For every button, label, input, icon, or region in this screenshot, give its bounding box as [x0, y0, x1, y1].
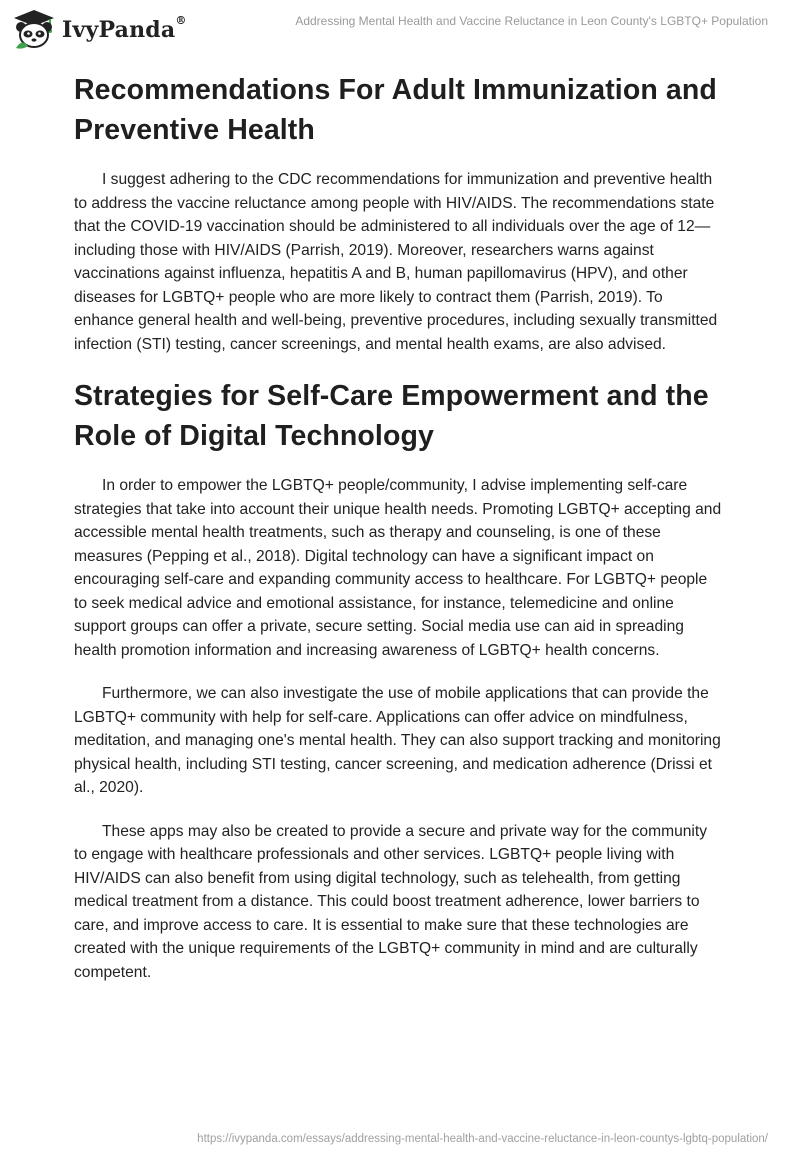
paragraph: I suggest adhering to the CDC recommendations for immunization and preventive health to address the vaccine reluctance among people with HIV/AIDS. The recommendations state that the COVID-19 vaccination should be administered to all individuals over the age of 12—including those with HIV/AIDS (Parrish, 2019). Moreover, researchers warns against vaccinations against influenza, hepatitis A and B, human papillomavirus (HPV), and other diseases for LGBTQ+ people who are more likely to contract them (Parrish, 2019). To enhance general health and well-being, preventive procedures, including sexually transmitted infection (STI) testing, cancer screenings, and mental health exams, are also advised.: [74, 171, 718, 353]
brand-name: IvyPanda®: [62, 14, 187, 43]
source-url[interactable]: https://ivypanda.com/essays/addressing-mental-health-and-vaccine-reluctance-in-leon-countys-lgbtq-population/: [197, 1133, 768, 1145]
section-heading-self-care: Strategies for Self-Care Empowerment and the Role of Digital Technology: [74, 380, 709, 452]
paragraph: In order to empower the LGBTQ+ people/community, I advise implementing self-care strategies that take into account their unique health needs. Promoting LGBTQ+ accepting and accessible mental health treatments, such as therapy and counseling, is one of these measures (Pepping et al., 2018). Digital technology can have a significant impact on encouraging self-care and expanding community access to healthcare. For LGBTQ+ people to seek medical advice and emotional assistance, for instance, telemedicine and online support groups can offer a private, secure setting. Social media use can aid in spreading health promotion information and increasing awareness of LGBTQ+ health concerns.: [74, 477, 722, 659]
section-heading-immunization: Recommendations For Adult Immunization and Preventive Health: [74, 74, 717, 146]
paragraph: These apps may also be created to provide a secure and private way for the community to engage with healthcare professionals and other services. LGBTQ+ people living with HIV/AIDS can also benefit from using digital technology, such as telehealth, from getting medical treatment from a distance. This could boost treatment adherence, lower barriers to care, and improve access to care. It is essential to make sure that these technologies are created with the unique requirements of the LGBTQ+ community in mind and are culturally competent.: [74, 822, 708, 981]
document-title: Addressing Mental Health and Vaccine Reluctance in Leon County's LGBTQ+ Population: [295, 14, 768, 28]
paragraph: Furthermore, we can also investigate the use of mobile applications that can provide the LGBTQ+ community with help for self-care. Applications can offer advice on mindfulness, meditation, and managing one's mental health. They can also support tracking and monitoring physical health, including STI testing, cancer screening, and medication adherence (Drissi et al., 2020).: [74, 685, 721, 796]
page-header: [0, 0, 800, 62]
logo[interactable]: [12, 8, 187, 52]
panda-logo-icon: [12, 8, 56, 52]
essay-content: [74, 70, 724, 1004]
